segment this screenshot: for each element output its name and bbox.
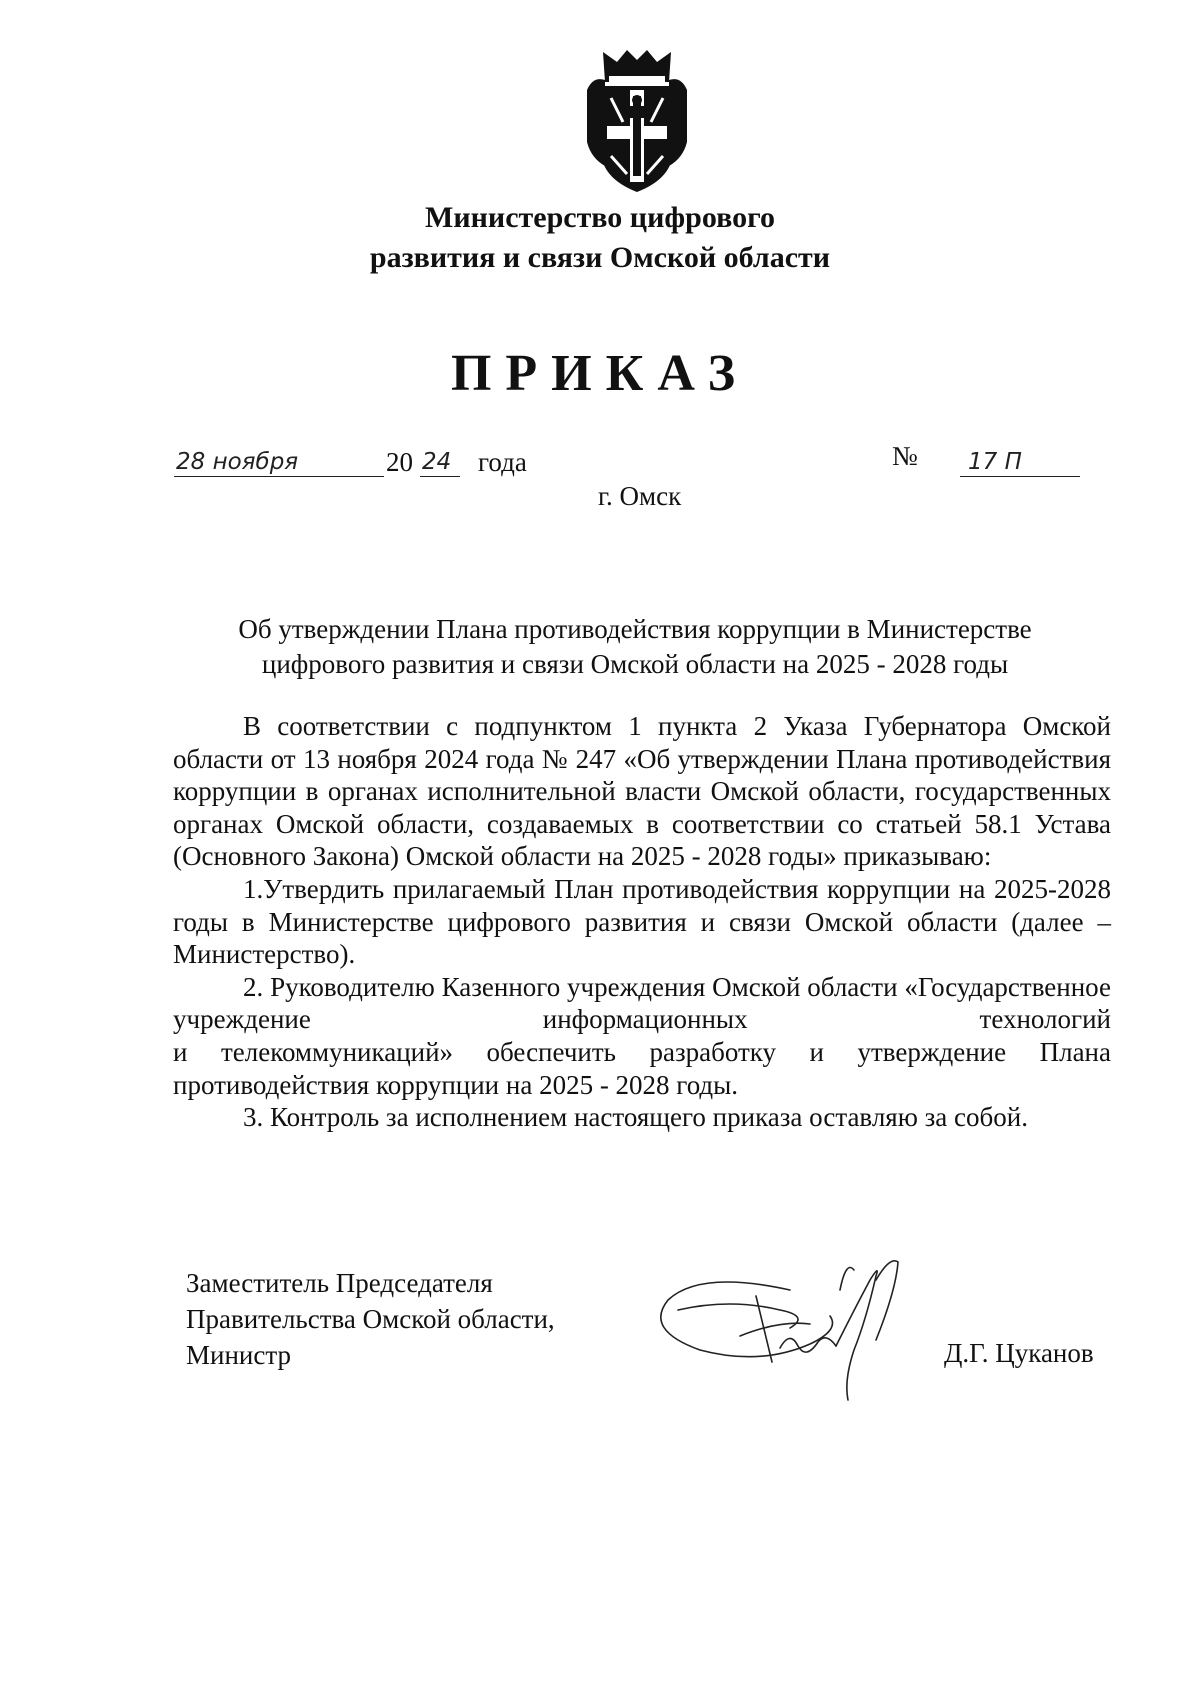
- ministry-name-line2: развития и связи Омской области: [369, 241, 831, 274]
- subject-line1: Об утверждении Плана противодействия коррупции в Министерстве: [238, 614, 1032, 644]
- item-2-continued: и телекоммуникаций» обеспечить разработку и утверждение Плана противодействия коррупции на 2025 - 2028 годы.: [173, 1036, 1111, 1100]
- year-prefix: 20: [386, 447, 413, 477]
- item-3: 3. Контроль за исполнением настоящего приказа оставляю за собой.: [243, 1102, 1028, 1133]
- item-1: 1.Утвердить прилагаемый План противодействия коррупции на 2025-2028 годы в Министерстве цифрового развития и связи Омской области (далее – Министерство).: [173, 873, 1111, 970]
- date-underline: [174, 476, 384, 477]
- city: г. Омск: [598, 481, 682, 511]
- signatory-name: Д.Г. Цуканов: [944, 1338, 1094, 1368]
- year-word: года: [478, 447, 527, 477]
- order-subject: [170, 612, 1100, 682]
- order-body: [173, 710, 1111, 1134]
- handwritten-signature: [640, 1250, 940, 1410]
- ministry-name-line1: Министерство цифрового: [425, 201, 775, 234]
- number-sign: №: [892, 441, 918, 471]
- subject-line2: цифрового развития и связи Омской области на 2025 - 2028 годы: [261, 649, 1009, 679]
- year-underline: [420, 476, 460, 477]
- item-2-line1: 2. Руководителю Казенного учреждения Омской области «Государственное учреждение информационных технологий: [173, 971, 1111, 1035]
- signatory-position: [186, 1265, 555, 1373]
- position-line3: Министр: [186, 1340, 291, 1370]
- position-line2: Правительства Омской области,: [186, 1304, 555, 1334]
- year-handwritten: 24: [422, 449, 452, 475]
- preamble-paragraph: В соответствии с подпунктом 1 пункта 2 Указа Губернатора Омской области от 13 ноября 2024 года № 247 «Об утверждении Плана противодействия коррупции в органах исполнительной власти Омской области, государственных органах Омской области, создаваемых в соответствии со статьей 58.1 Устава (Основного Закона) Омской области на 2025 - 2028 годы» приказываю:: [173, 711, 1111, 872]
- order-number-handwritten: 17 П: [968, 449, 1022, 475]
- document-title: ПРИКАЗ: [450, 345, 750, 402]
- number-underline: [960, 476, 1080, 477]
- coat-of-arms-icon: [583, 46, 691, 196]
- date-handwritten: 28 ноября: [176, 449, 299, 475]
- position-line1: Заместитель Председателя: [186, 1268, 493, 1298]
